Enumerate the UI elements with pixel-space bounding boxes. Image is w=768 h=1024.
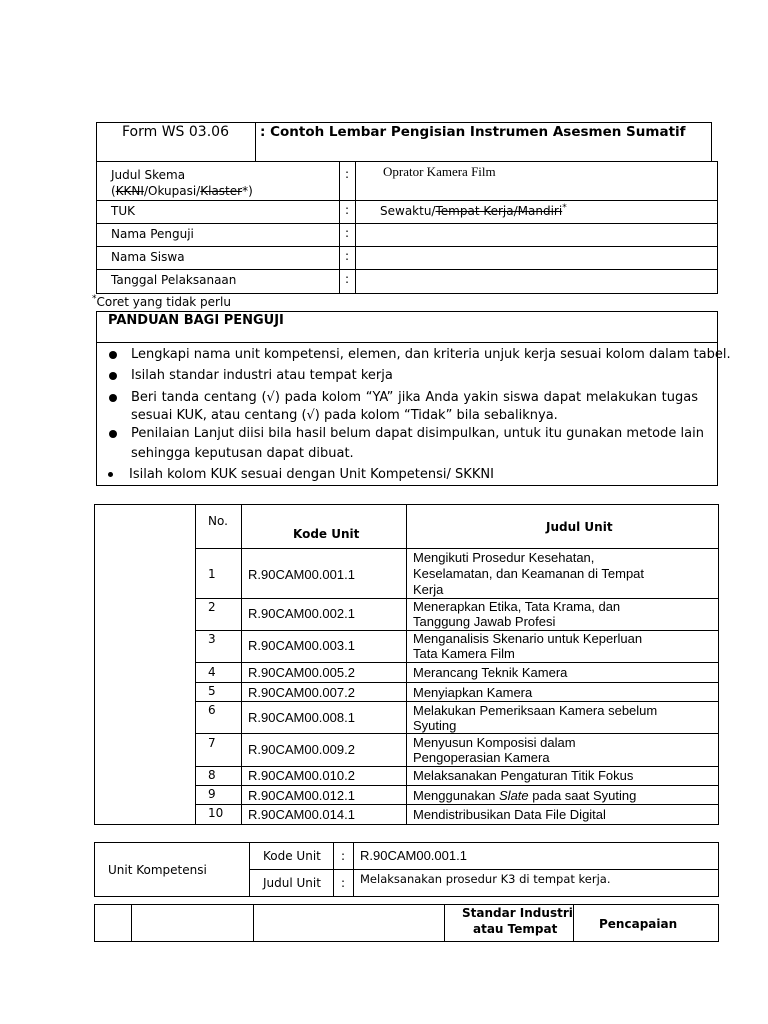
uk-kode-colon: :	[341, 849, 346, 863]
unit-kode: R.90CAM00.003.1	[248, 638, 355, 653]
footnote: *Coret yang tidak perlu	[92, 294, 231, 309]
unit-judul: Menerapkan Etika, Tata Krama, dan	[413, 599, 621, 614]
bullet-icon	[109, 430, 117, 438]
uk-kode-value: R.90CAM00.001.1	[360, 848, 467, 863]
unit-judul: Kerja	[413, 582, 444, 597]
unit-judul: Syuting	[413, 718, 457, 733]
form-id: Form WS 03.06	[122, 124, 229, 140]
units-row-line	[195, 682, 719, 683]
unit-judul: Melaksanakan Pengaturan Titik Fokus	[413, 768, 634, 783]
tanggal-label: Tanggal Pelaksanaan	[111, 273, 237, 287]
units-row-line	[195, 766, 719, 767]
unit-judul: Tata Kamera Film	[413, 646, 515, 661]
uk-row-line	[249, 869, 719, 870]
form-title: : Contoh Lembar Pengisian Instrumen Asesmen Sumatif	[260, 124, 686, 140]
guide-item-4-line-2: sehingga keputusan dapat dibuat.	[131, 446, 354, 461]
unit-no: 8	[208, 768, 216, 782]
tuk-value: Sewaktu/Tempat Kerja/Mandiri*	[380, 203, 567, 218]
units-row-line	[195, 548, 719, 549]
unit-no: 2	[208, 600, 216, 614]
guide-item-4-line-1: Penilaian Lanjut diisi bila hasil belum dapat disimpulkan, untuk itu gunakan metode lain	[131, 426, 704, 441]
skema-label: Judul Skema	[111, 168, 186, 182]
units-header-judul: Judul Unit	[546, 520, 613, 534]
units-row-line	[195, 785, 719, 786]
unit-no: 3	[208, 632, 216, 646]
unit-judul: Menganalisis Skenario untuk Keperluan	[413, 631, 643, 646]
units-row-line	[195, 662, 719, 663]
standar-header: Standar Industri	[462, 906, 573, 920]
units-row-line	[195, 733, 719, 734]
units-col-divider	[406, 504, 407, 825]
units-col-divider	[241, 504, 242, 825]
elemen-col-divider	[131, 904, 132, 942]
unit-no: 5	[208, 684, 216, 698]
info-col-divider-2	[355, 161, 356, 294]
unit-judul: Menggunakan Slate pada saat Syuting	[413, 788, 637, 803]
info-row-line	[96, 269, 718, 270]
unit-judul: Mendistribusikan Data File Digital	[413, 807, 606, 822]
unit-kode: R.90CAM00.009.2	[248, 742, 355, 757]
skema-label-options: (KKNI/Okupasi/Klaster*)	[111, 184, 253, 198]
guide-title: PANDUAN BAGI PENGUJI	[108, 313, 284, 328]
elemen-col-divider	[444, 904, 445, 942]
guide-item-2: Isilah standar industri atau tempat kerja	[131, 368, 393, 383]
unit-kode: R.90CAM00.012.1	[248, 788, 355, 803]
unit-kode: R.90CAM00.008.1	[248, 710, 355, 725]
uk-kode-label: Kode Unit	[263, 849, 321, 863]
unit-no: 10	[208, 806, 224, 820]
guide-item-5: Isilah kolom KUK sesuai dengan Unit Kompetensi/ SKKNI	[129, 467, 494, 482]
guide-item-1: Lengkapi nama unit kompetensi, elemen, dan kriteria unjuk kerja sesuai kolom dalam tabel.	[131, 347, 731, 362]
siswa-label: Nama Siswa	[111, 250, 185, 264]
uk-judul-value: Melaksanakan prosedur K3 di tempat kerja.	[360, 872, 611, 886]
bullet-icon	[109, 394, 117, 402]
units-row-line	[195, 701, 719, 702]
units-col-divider	[195, 504, 196, 825]
info-row-line	[96, 246, 718, 247]
tuk-colon: :	[345, 203, 350, 217]
skema-value: Oprator Kamera Film	[383, 164, 496, 179]
unit-no: 6	[208, 703, 216, 717]
unit-judul: Merancang Teknik Kamera	[413, 665, 568, 680]
bullet-icon	[109, 351, 117, 359]
bullet-icon	[109, 372, 117, 380]
unit-no: 9	[208, 787, 216, 801]
unit-no: 4	[208, 665, 216, 679]
unit-judul: Menyiapkan Kamera	[413, 685, 533, 700]
units-header-kode: Kode Unit	[293, 527, 360, 541]
unit-judul: Melakukan Pemeriksaan Kamera sebelum	[413, 703, 658, 718]
siswa-colon: :	[345, 249, 350, 263]
unit-kode: R.90CAM00.005.2	[248, 665, 355, 680]
unit-kode: R.90CAM00.014.1	[248, 807, 355, 822]
tanggal-colon: :	[345, 272, 350, 286]
unit-judul: Tanggung Jawab Profesi	[413, 614, 556, 629]
unit-kode: R.90CAM00.007.2	[248, 685, 355, 700]
info-row-line	[96, 223, 718, 224]
elemen-col-divider	[573, 904, 574, 942]
skema-colon: :	[345, 167, 350, 181]
uk-judul-colon: :	[341, 876, 346, 890]
units-header-no: No.	[208, 514, 228, 528]
unit-no: 7	[208, 736, 216, 750]
standar-header: atau Tempat	[473, 922, 558, 936]
uk-label: Unit Kompetensi	[108, 863, 207, 877]
bullet-icon	[108, 472, 113, 477]
units-row-line	[195, 804, 719, 805]
guide-title-line	[96, 342, 718, 343]
unit-judul: Pengoperasian Kamera	[413, 750, 550, 765]
guide-item-3-line-1: Beri tanda centang (√) pada kolom “YA” jika Anda yakin siswa dapat melakukan tugas	[131, 390, 698, 405]
guide-item-3-line-2: sesuai KUK, atau centang (√) pada kolom “Tidak” bila sebaliknya.	[131, 408, 558, 423]
unit-no: 1	[208, 567, 216, 581]
unit-kode: R.90CAM00.002.1	[248, 606, 355, 621]
unit-judul: Menyusun Komposisi dalam	[413, 735, 576, 750]
elemen-col-divider	[253, 904, 254, 942]
info-row-line	[96, 200, 718, 201]
info-col-divider-1	[339, 161, 340, 294]
header-divider	[255, 122, 256, 162]
unit-judul: Mengikuti Prosedur Kesehatan,	[413, 550, 595, 565]
pencapaian-header: Pencapaian	[599, 917, 678, 931]
penguji-label: Nama Penguji	[111, 227, 194, 241]
uk-judul-label: Judul Unit	[263, 876, 321, 890]
unit-judul: Keselamatan, dan Keamanan di Tempat	[413, 566, 645, 581]
penguji-colon: :	[345, 226, 350, 240]
unit-kode: R.90CAM00.001.1	[248, 567, 355, 582]
tuk-label: TUK	[111, 204, 135, 218]
unit-kode: R.90CAM00.010.2	[248, 768, 355, 783]
